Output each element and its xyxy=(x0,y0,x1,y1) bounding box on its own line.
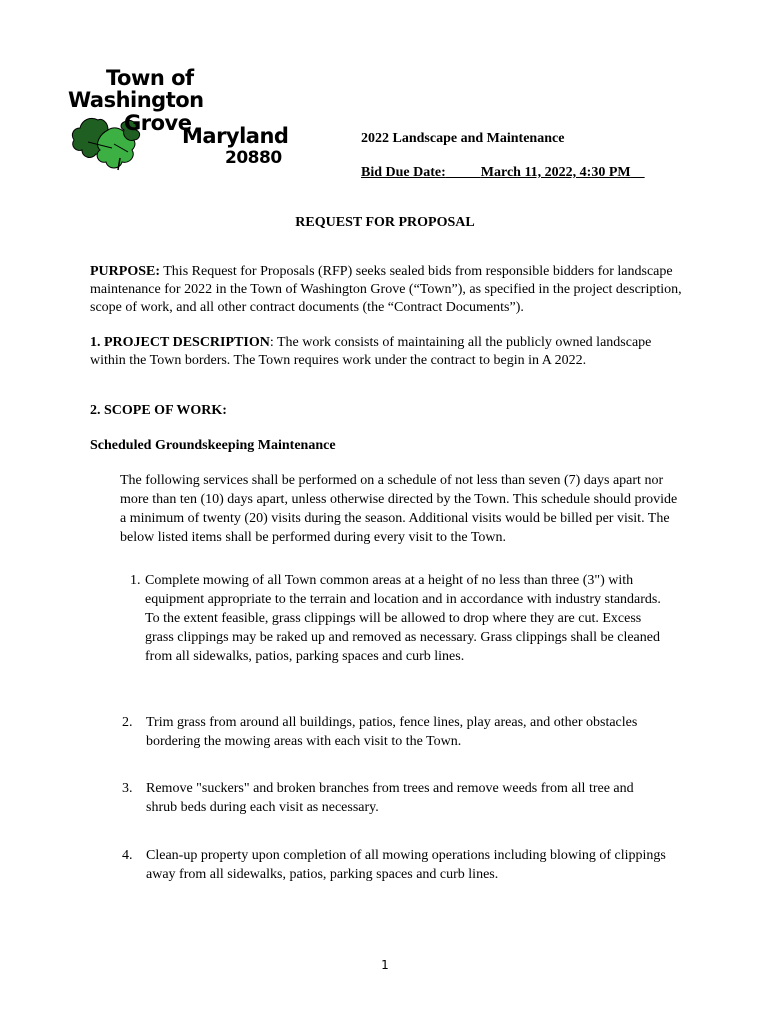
logo-line-zip: 20880 xyxy=(225,148,282,168)
purpose-label: PURPOSE: xyxy=(90,264,160,279)
town-logo xyxy=(64,66,289,172)
logo-line-maryland: Maryland xyxy=(182,124,289,148)
bid-due-value: March 11, 2022, 4:30 PM xyxy=(480,165,631,180)
scope-heading: 2. SCOPE OF WORK: xyxy=(90,403,227,418)
item-text: Trim grass from around all buildings, patios, fence lines, play areas, and other obstacles bordering the mowing areas with each visit to the Town. xyxy=(146,715,638,749)
logo-line-town-of: Town of xyxy=(106,66,194,90)
scheduled-maintenance-heading: Scheduled Groundskeeping Maintenance xyxy=(90,438,336,453)
project-label: 1. PROJECT DESCRIPTION xyxy=(90,335,270,350)
purpose-paragraph xyxy=(90,263,690,317)
item-text: Clean-up property upon completion of all mowing operations including blowing of clippings away from all sidewalks, patios, parking spaces and curb lines. xyxy=(146,848,666,882)
schedule-intro-paragraph: The following services shall be performed on a schedule of not less than seven (7) days apart nor more than ten (10) days apart, unless otherwise directed by the Town. This schedule should provide a minimum of twenty (20) visits during the season. Additional visits would be billed per visit. The below listed items shall be performed during every visit to the Town. xyxy=(120,473,678,545)
item-text: Complete mowing of all Town common areas at a height of no less than three (3") with equipment appropriate to the terrain and location and in accordance with industry standards. To the extent feasible, grass clippings will be allowed to drop where they are cut. Excess grass clippings may be raked up and removed as necessary. Grass clippings shall be cleaned from all sidewalks, patios, parking spaces and curb lines. xyxy=(145,573,661,664)
purpose-text: This Request for Proposals (RFP) seeks sealed bids from responsible bidders for landscape maintenance for 2022 in the Town of Washington Grove (“Town”), as specified in the project description, scope of work, and all other contract documents (the “Contract Documents”). xyxy=(90,264,682,315)
item-number: 3. xyxy=(122,781,133,796)
project-description-paragraph xyxy=(90,334,690,370)
item-number: 1. xyxy=(130,573,141,588)
item-number: 4. xyxy=(122,848,133,863)
rfp-subject: 2022 Landscape and Maintenance xyxy=(361,131,565,146)
bid-due-label: Bid Due Date: xyxy=(361,165,446,180)
document-title: REQUEST FOR PROPOSAL xyxy=(295,215,475,230)
logo-line-washington: Washington xyxy=(68,88,204,112)
item-number: 2. xyxy=(122,715,133,730)
logo-line-grove: Grove xyxy=(124,111,192,135)
project-text: : The work consists of maintaining all the publicly owned landscape within the Town borders. The Town requires work under the contract to begin in A 2022. xyxy=(90,335,652,368)
page-number: 1 xyxy=(381,958,389,972)
bid-due-spacer xyxy=(446,165,481,180)
bid-due-date xyxy=(361,165,645,181)
item-text: Remove "suckers" and broken branches from trees and remove weeds from all tree and shrub beds during each visit as necessary. xyxy=(146,781,634,815)
